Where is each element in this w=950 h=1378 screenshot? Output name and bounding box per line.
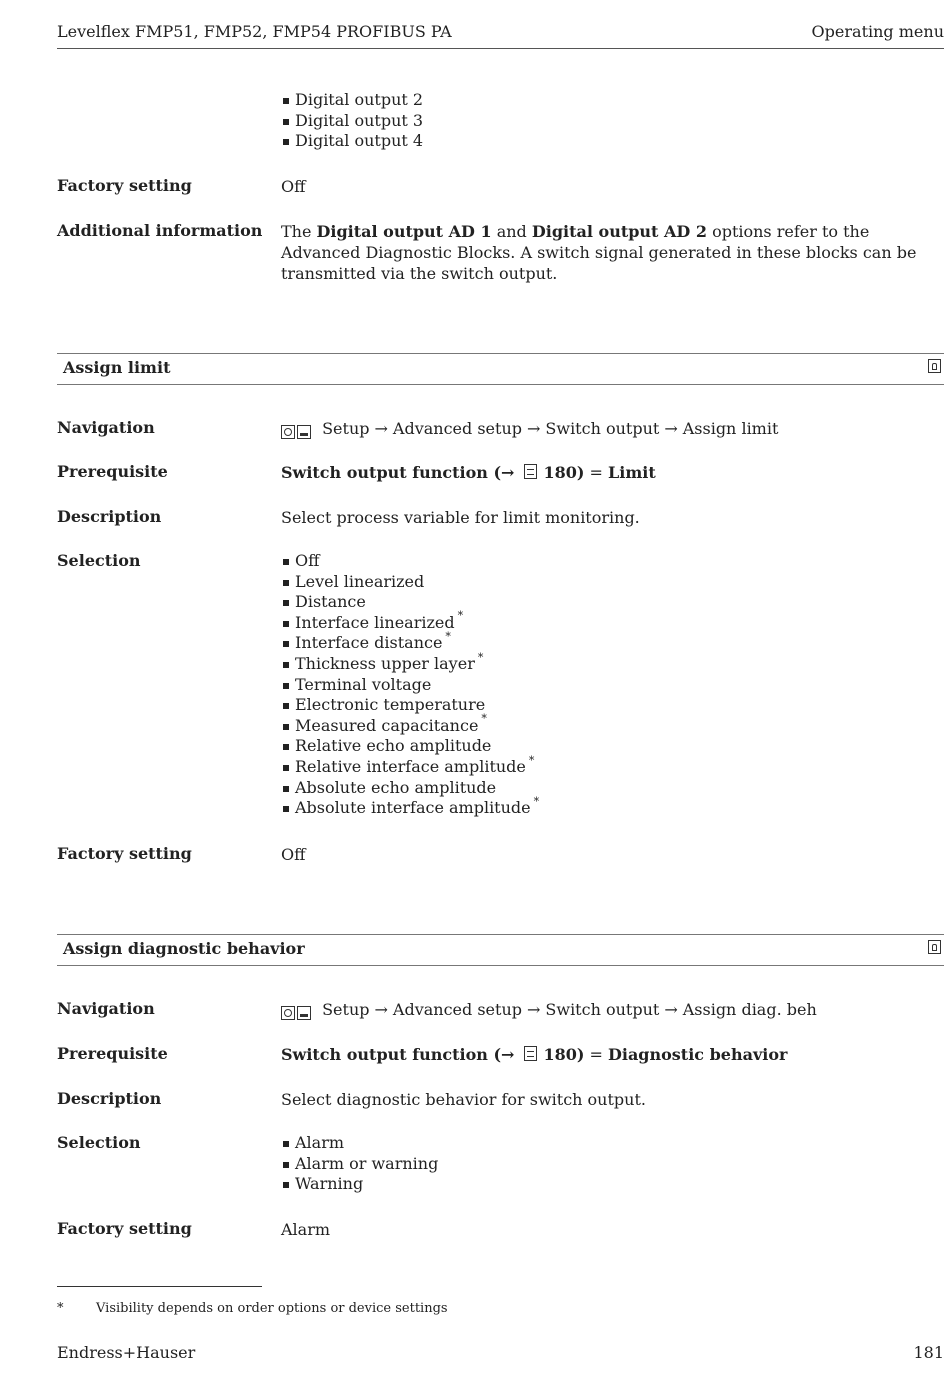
nav-step: Setup xyxy=(322,1000,370,1019)
additional-information-label: Additional information xyxy=(57,221,263,240)
prerequisite-option: Limit xyxy=(607,463,656,482)
running-header-title: Levelflex FMP51, FMP52, FMP54 PROFIBUS PA xyxy=(57,22,452,41)
running-header-section: Operating menu xyxy=(811,22,944,41)
list-item xyxy=(281,609,944,634)
list-item xyxy=(281,572,944,593)
option-name: Digital output AD 1 xyxy=(316,222,492,241)
selection-label: Selection xyxy=(57,551,141,570)
list-item xyxy=(281,650,944,675)
section-header-assign-limit xyxy=(57,353,944,385)
option-text: Interface linearized xyxy=(295,612,455,632)
footnote-marker: * xyxy=(477,650,484,664)
footnote-marker: * xyxy=(481,712,487,726)
footnote-marker: * xyxy=(457,609,464,623)
arrow-right-icon: → xyxy=(664,1000,678,1019)
option-text: Interface distance xyxy=(295,633,443,653)
equals-sign: = xyxy=(584,463,608,482)
footnote-marker: * xyxy=(533,794,540,808)
menu-path-icons xyxy=(281,420,317,441)
section-title: Assign limit xyxy=(63,358,171,377)
list-item xyxy=(281,778,944,799)
list-item xyxy=(281,712,944,737)
footnote-marker: * xyxy=(57,1301,64,1316)
prerequisite-label: Prerequisite xyxy=(57,462,168,481)
list-item: Alarm or warning xyxy=(281,1154,944,1175)
factory-setting-label: Factory setting xyxy=(57,844,192,863)
factory-setting-value: Off xyxy=(281,177,306,196)
footnote-rule xyxy=(57,1286,262,1287)
section-header-assign-diagnostic-behavior xyxy=(57,934,944,966)
option-text: Absolute interface amplitude xyxy=(295,798,531,818)
onsite-display-icon xyxy=(281,1006,295,1020)
factory-setting-label: Factory setting xyxy=(57,176,192,195)
list-item xyxy=(281,794,944,819)
nav-step: Advanced setup xyxy=(392,1000,522,1019)
page-reference-icon xyxy=(524,1046,537,1061)
list-item xyxy=(281,675,944,696)
arrow-right-icon: → xyxy=(374,1000,388,1019)
list-item: Digital output 3 xyxy=(281,111,944,132)
operating-tool-icon xyxy=(297,1006,311,1020)
list-item xyxy=(281,736,944,757)
text-run: and xyxy=(491,222,532,241)
equals-sign: = xyxy=(584,1045,608,1064)
prerequisite-value xyxy=(281,462,944,483)
option-text: Relative interface amplitude xyxy=(295,756,526,776)
description-label: Description xyxy=(57,507,162,526)
arrow-right-icon: → xyxy=(501,1045,515,1064)
navigation-label: Navigation xyxy=(57,418,155,437)
operating-tool-icon xyxy=(297,425,311,439)
text-run: options refer to the Advanced Diagnostic Blocks. A switch signal generated in these blocks can be transmitted via the switch output. xyxy=(281,222,917,283)
navigation-path xyxy=(281,418,944,441)
footnote-marker: * xyxy=(445,630,451,644)
selection-label: Selection xyxy=(57,1133,141,1152)
footer-brand: Endress+Hauser xyxy=(57,1343,196,1362)
arrow-right-icon: → xyxy=(374,419,388,438)
menu-path-icons xyxy=(281,1001,317,1022)
page-reference[interactable]: 180) xyxy=(543,463,585,482)
navigation-label: Navigation xyxy=(57,999,155,1018)
page-number: 181 xyxy=(913,1343,944,1362)
nav-step: Setup xyxy=(322,419,370,438)
prerequisite-value xyxy=(281,1044,944,1065)
factory-setting-label: Factory setting xyxy=(57,1219,192,1238)
list-item: Digital output 2 xyxy=(281,90,944,111)
option-name: Digital output AD 2 xyxy=(531,222,707,241)
navigation-path xyxy=(281,999,944,1022)
description-label: Description xyxy=(57,1089,162,1108)
onsite-display-icon xyxy=(281,425,295,439)
list-item: Warning xyxy=(281,1174,944,1195)
header-rule xyxy=(57,48,944,49)
footnote-marker: * xyxy=(528,753,535,767)
lock-icon xyxy=(928,940,941,954)
list-item xyxy=(281,551,944,572)
option-text: Electronic temperature xyxy=(295,695,486,715)
lock-icon xyxy=(928,359,941,373)
footnote-text: Visibility depends on order options or device settings xyxy=(96,1301,448,1316)
arrow-right-icon: → xyxy=(527,1000,541,1019)
section-title: Assign diagnostic behavior xyxy=(63,939,305,958)
arrow-right-icon: → xyxy=(501,463,515,482)
selection-list xyxy=(281,1133,944,1195)
nav-step: Switch output xyxy=(545,1000,660,1019)
prerequisite-label: Prerequisite xyxy=(57,1044,168,1063)
parameter-name: Switch output function ( xyxy=(281,463,502,482)
selection-list xyxy=(281,551,944,819)
factory-setting-value: Off xyxy=(281,845,306,864)
continued-selection-list xyxy=(281,90,944,152)
list-item xyxy=(281,695,944,716)
list-item xyxy=(281,592,944,613)
nav-step: Advanced setup xyxy=(392,419,522,438)
list-item xyxy=(281,630,944,654)
list-item xyxy=(281,753,944,778)
additional-information-text xyxy=(281,221,944,284)
list-item: Alarm xyxy=(281,1133,944,1154)
page-reference[interactable]: 180) xyxy=(543,1045,585,1064)
list-item: Digital output 4 xyxy=(281,131,944,152)
option-text: Relative echo amplitude xyxy=(295,736,492,756)
page-reference-icon xyxy=(524,464,537,479)
nav-step: Assign diag. beh xyxy=(682,1000,817,1019)
option-text: Measured capacitance xyxy=(295,715,479,735)
description-text: Select diagnostic behavior for switch output. xyxy=(281,1090,646,1109)
factory-setting-value: Alarm xyxy=(281,1220,331,1239)
option-text: Terminal voltage xyxy=(295,674,432,694)
nav-step: Assign limit xyxy=(682,419,779,438)
description-text: Select process variable for limit monitoring. xyxy=(281,508,640,527)
option-text: Level linearized xyxy=(295,571,425,591)
option-text: Off xyxy=(295,551,320,570)
option-text: Absolute echo amplitude xyxy=(295,777,497,797)
arrow-right-icon: → xyxy=(527,419,541,438)
option-text: Thickness upper layer xyxy=(295,653,475,673)
parameter-name: Switch output function ( xyxy=(281,1045,502,1064)
arrow-right-icon: → xyxy=(664,419,678,438)
prerequisite-option: Diagnostic behavior xyxy=(607,1045,788,1064)
option-text: Distance xyxy=(295,592,366,612)
nav-step: Switch output xyxy=(545,419,660,438)
text-run: The xyxy=(281,222,317,241)
